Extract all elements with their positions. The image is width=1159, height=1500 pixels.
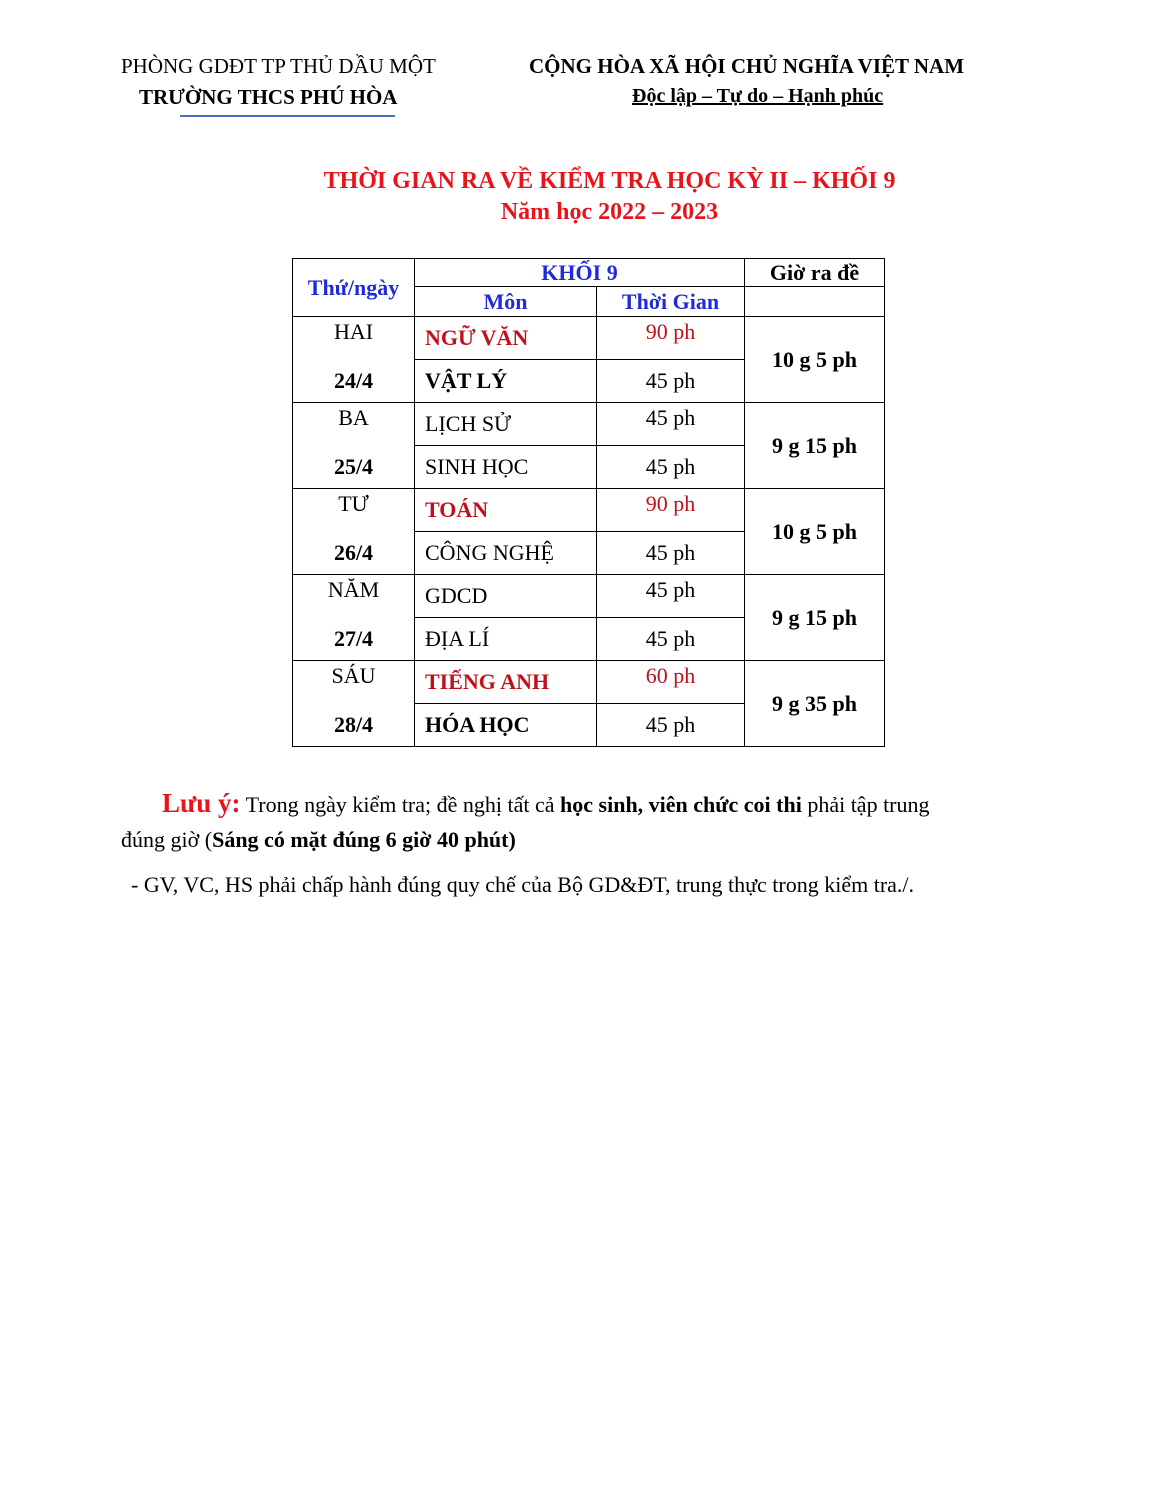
day-date: 25/4 <box>293 446 415 489</box>
subject-duration: 45 ph <box>597 446 745 489</box>
note-emphasis: Sáng có mặt đúng 6 giờ 40 phút) <box>212 827 516 852</box>
subject-name: TIẾNG ANH <box>415 661 597 704</box>
note-line-2 <box>121 827 516 853</box>
release-time: 9 g 35 ph <box>745 661 885 747</box>
subject-name: HÓA HỌC <box>415 704 597 747</box>
subject-duration: 45 ph <box>597 704 745 747</box>
republic-name: CỘNG HÒA XÃ HỘI CHỦ NGHĨA VIỆT NAM <box>529 54 965 78</box>
release-time: 9 g 15 ph <box>745 403 885 489</box>
school-underline <box>180 115 395 117</box>
release-time: 9 g 15 ph <box>745 575 885 661</box>
subject-duration: 45 ph <box>597 360 745 403</box>
subject-name: TOÁN <box>415 489 597 532</box>
day-date: 24/4 <box>293 360 415 403</box>
day-weekday: HAI <box>293 317 415 360</box>
day-date: 28/4 <box>293 704 415 747</box>
subject-name: CÔNG NGHỆ <box>415 532 597 575</box>
subject-duration: 45 ph <box>597 575 745 618</box>
document-title: THỜI GIAN RA VỀ KIỂM TRA HỌC KỲ II – KHỐI 9 <box>323 168 896 194</box>
note-line-3: - GV, VC, HS phải chấp hành đúng quy chế của Bộ GD&ĐT, trung thực trong kiểm tra./. <box>131 872 915 897</box>
table-row <box>293 575 885 618</box>
day-weekday: NĂM <box>293 575 415 618</box>
day-weekday: TƯ <box>293 489 415 532</box>
day-date: 27/4 <box>293 618 415 661</box>
header-group: KHỐI 9 <box>415 259 745 287</box>
header-day: Thứ/ngày <box>293 259 415 317</box>
day-weekday: BA <box>293 403 415 446</box>
header-time-filler <box>745 287 885 317</box>
release-time: 10 g 5 ph <box>745 317 885 403</box>
release-time: 10 g 5 ph <box>745 489 885 575</box>
national-motto: Độc lập – Tự do – Hạnh phúc <box>632 85 884 107</box>
header-subject: Môn <box>415 287 597 317</box>
school-name: TRƯỜNG THCS PHÚ HÒA <box>139 85 398 109</box>
subject-duration: 45 ph <box>597 403 745 446</box>
note-text: đúng giờ ( <box>121 827 213 852</box>
day-weekday: SÁU <box>293 661 415 704</box>
header-time: Giờ ra đề <box>745 259 885 287</box>
subject-name: SINH HỌC <box>415 446 597 489</box>
table-row <box>293 317 885 360</box>
subject-duration: 90 ph <box>597 317 745 360</box>
subject-name: VẬT LÝ <box>415 360 597 403</box>
department-name: PHÒNG GDĐT TP THỦ DẦU MỘT <box>121 54 436 78</box>
note-text: phải tập trung <box>801 792 930 817</box>
subject-duration: 45 ph <box>597 618 745 661</box>
table-header-row <box>293 259 885 287</box>
subject-name: LỊCH SỬ <box>415 403 597 446</box>
table-row <box>293 489 885 532</box>
subject-duration: 60 ph <box>597 661 745 704</box>
note-label: Lưu ý: <box>162 788 241 818</box>
subject-name: GDCD <box>415 575 597 618</box>
subject-name: NGỮ VĂN <box>415 317 597 360</box>
exam-schedule-table <box>292 258 885 747</box>
note-text: Trong ngày kiểm tra; đề nghị tất cả <box>240 792 561 817</box>
note-line-1 <box>162 788 930 819</box>
subject-duration: 90 ph <box>597 489 745 532</box>
subject-name: ĐỊA LÍ <box>415 618 597 661</box>
table-row <box>293 661 885 704</box>
day-date: 26/4 <box>293 532 415 575</box>
table-row <box>293 403 885 446</box>
header-duration: Thời Gian <box>597 287 745 317</box>
note-emphasis: học sinh, viên chức coi thi <box>560 792 802 817</box>
subject-duration: 45 ph <box>597 532 745 575</box>
school-year: Năm học 2022 – 2023 <box>500 199 719 225</box>
